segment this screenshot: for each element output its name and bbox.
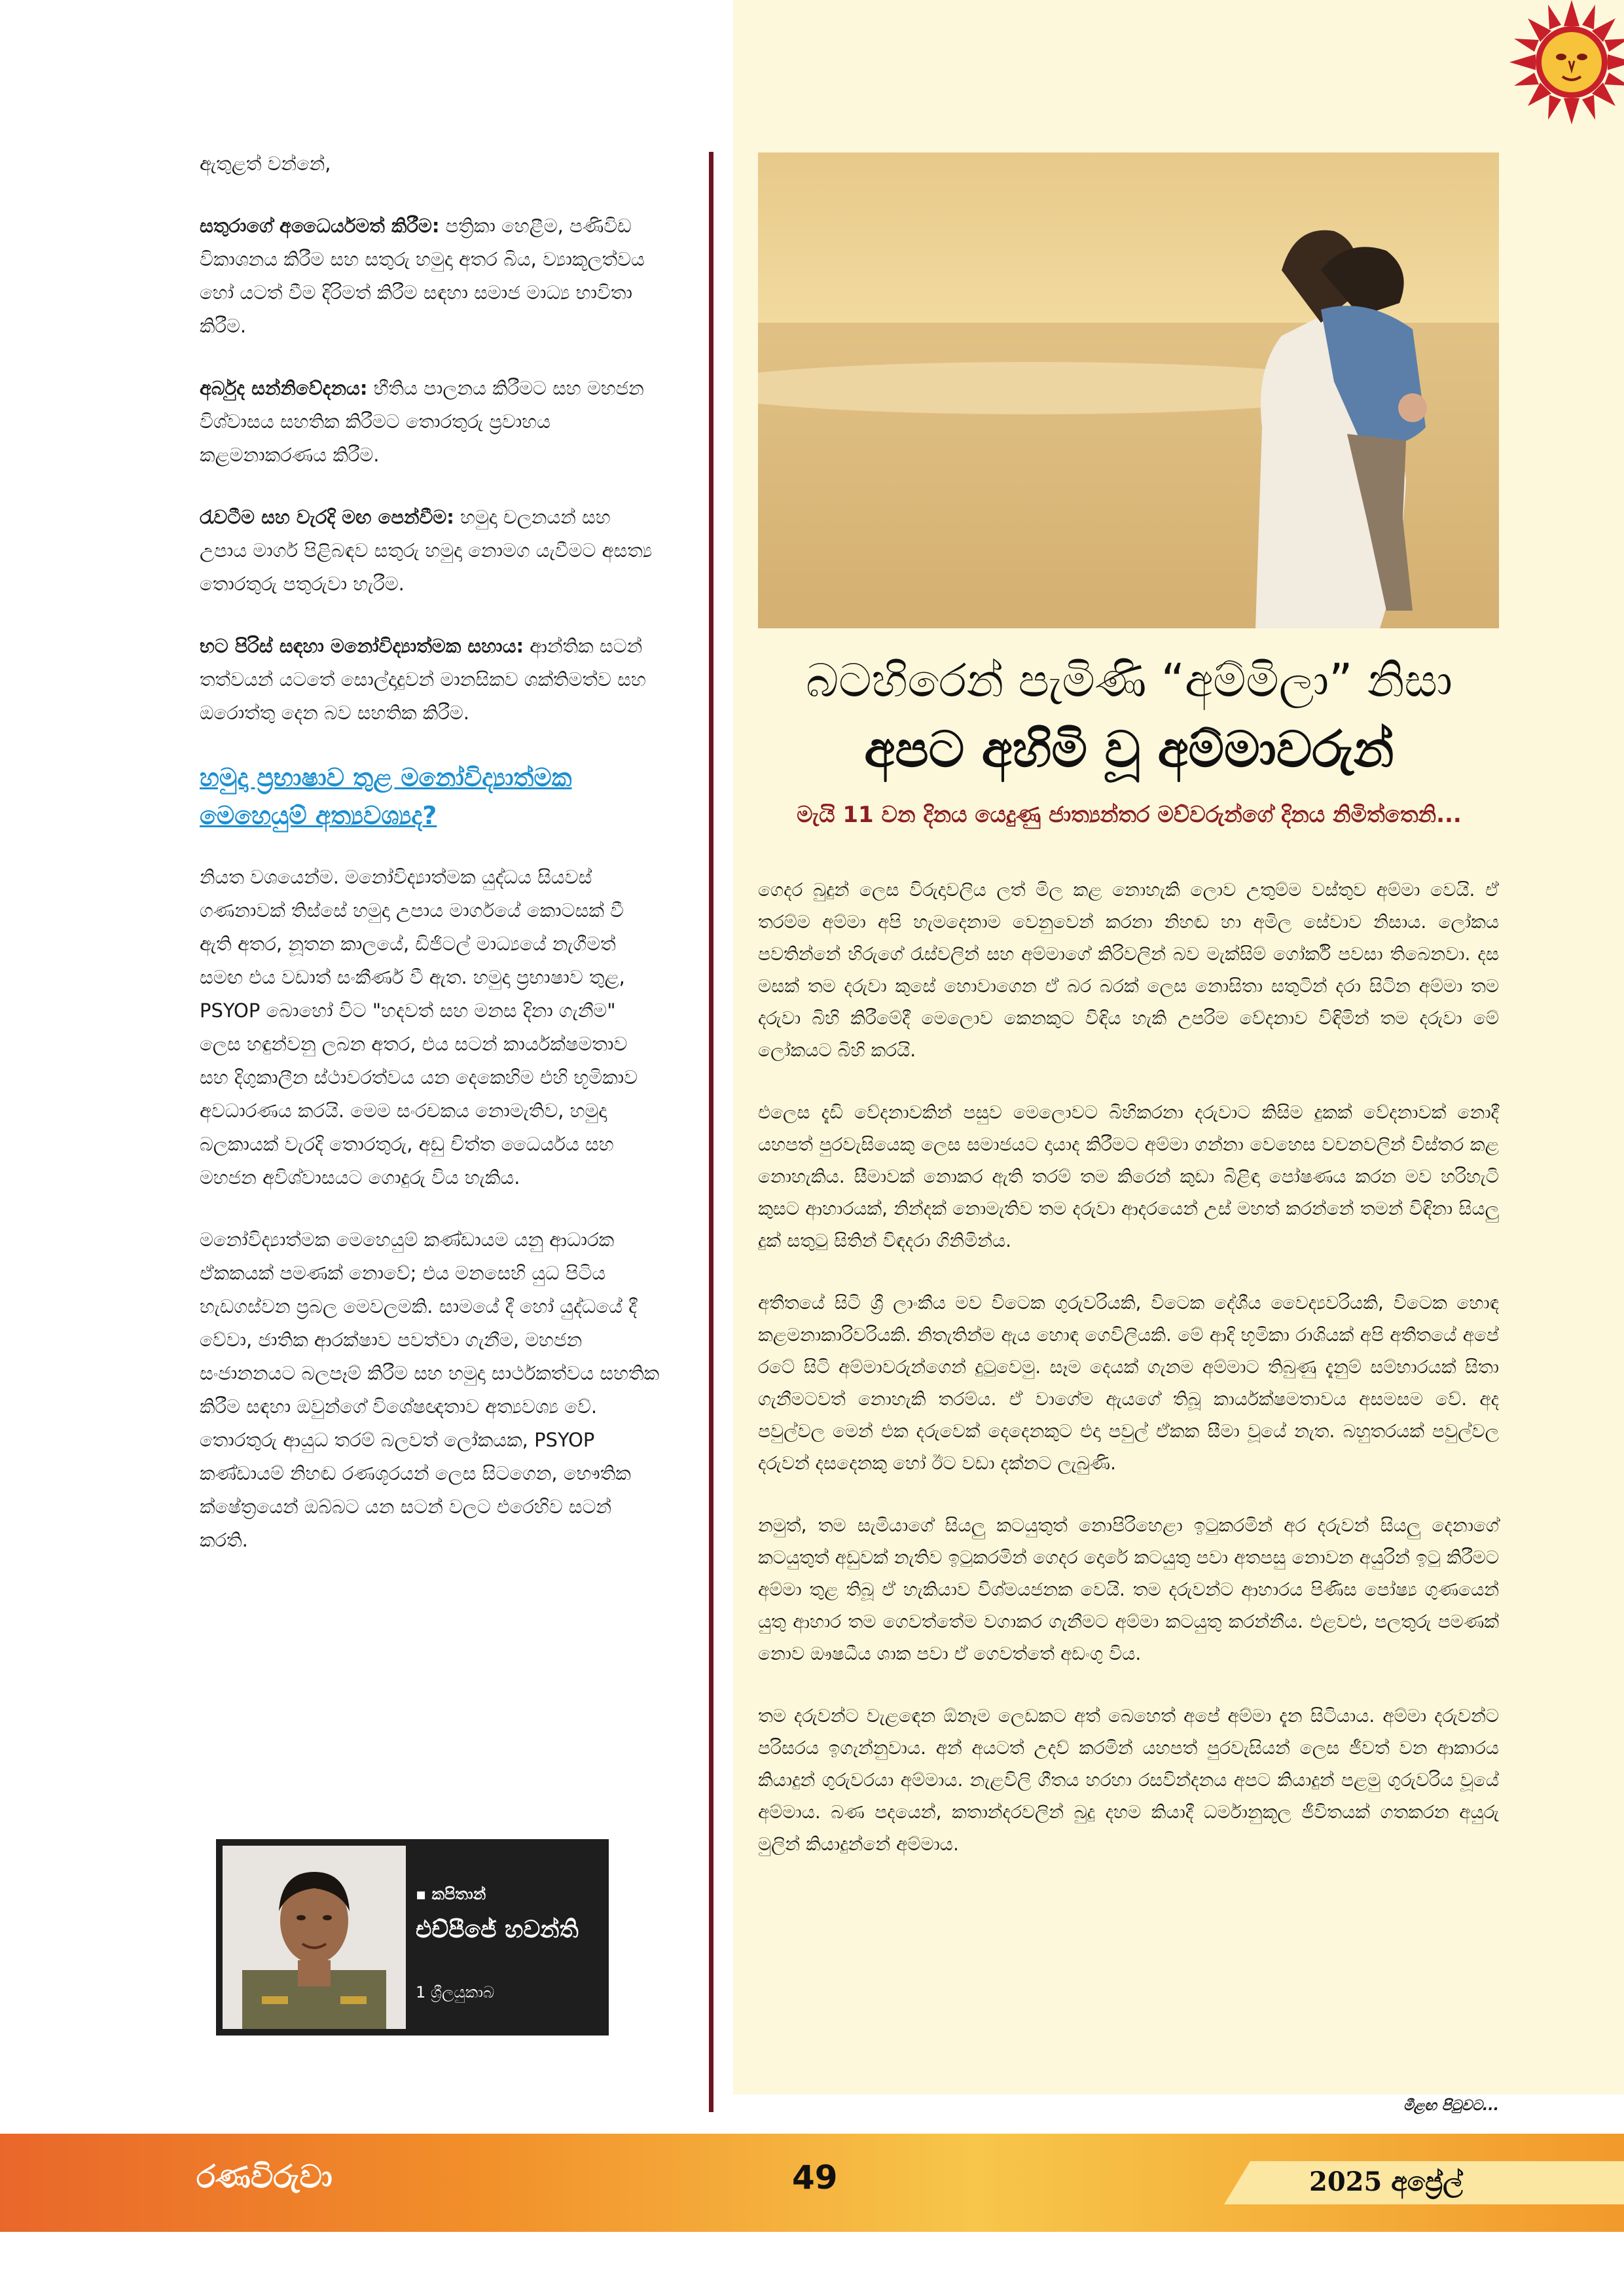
body-paragraph: නියත වශයෙන්ම. මනෝවිද්‍යාත්මක යුද්ධය සියවස් ගණනාවක් තිස්සේ හමුදා උපාය මාර්ගයේ කොටසක් වී ඇති අතර, නූතන කාලයේ, ඩිජිටල් මාධ්‍යයේ නැගීමත් සමඟ එය වඩාත් සංකීර්ණ වී ඇත. හමුදා ප්‍රභාෂාව තුළ, PSYOP බොහෝ විට "හදවත් සහ මනස දිනා ගැනීම" ලෙස හඳුන්වනු ලබන අතර, එය සටන් කාර්යක්ෂමතාව සහ දිගුකාලීන ස්ථාවරත්වය යන දෙකෙහිම එහි භූමිකාව අවධාරණය කරයි. මෙම සංරචකය නොමැතිව, හමුදා බලකායක් වැරදි තොරතුරු, අඩු චිත්ත ධෛර්යය සහ මහජන අවිශ්වාසයට ගොදුරු විය හැකිය.	[200, 866, 638, 1189]
author-name: එච්පීජේ හවන්ති	[416, 1916, 579, 1943]
article-body	[758, 874, 1499, 1890]
list-item	[200, 372, 661, 472]
body-paragraph: ගෙදර බුදුන් ලෙස විරුදාවලිය ලත් මිල කළ නොහැකි ලොව උතුම්ම වස්තුව අම්මා වෙයි. ඒ තරම්ම අම්මා අපි හැමදෙනාම වෙනුවෙන් කරනා නිහඬ හා අමිල සේවාව නිසාය. ලෝකය පවතින්නේ හිරුගේ රැස්වලින් සහ අම්මාගේ කිරිවලින් බව මැක්සිම් ගෝර්කි පවසා තිබෙනවා. දස මසක් තම දරුවා කුසේ හොවාගෙන ඒ බර බරක් ලෙස නොසිතා සතුටින් දරා සිටින අම්මා තම දරුවා බිහි කිරීමේදී මෙලොව කෙනකුට විඳිය හැකි උපරිම වේදනාව විඳිමින් තම දරුවා මේ ලෝකයට බිහි කරයි.	[758, 879, 1499, 1061]
body-paragraph: නමුත්, තම සැමියාගේ සියලු කටයුතුත් නොපිරිහෙළා ඉටුකරමින් අර දරුවන් සියලු දෙනාගේ කටයුතුත් අඩුවක් නැතිව ඉටුකරමින් ගෙදර දොරේ කටයුතු පවා අතපසු නොවන අයුරින් ඉටු කිරීමට අම්මා තුළ තිබූ ඒ හැකියාව විශ්මයජනක වෙයි. තම දරුවන්ට ආහාරය පිණිස පෝෂ්‍ය ගුණයෙන් යුතු ආහාර තම ගෙවත්තේම වගාකර ගැනීමට අම්මා කටයුතු කරන්නීය. එළවළු, පලතුරු පමණක් නොව ඖෂධීය ශාක පවා ඒ ගෙවත්තේ අඩංගු විය.	[758, 1515, 1499, 1664]
page-footer	[0, 2134, 1624, 2232]
column-divider	[709, 152, 713, 2112]
list-item	[200, 209, 661, 343]
sun-emblem-icon	[1493, 0, 1624, 144]
body-paragraph: අතීතයේ සිටි ශ්‍රී ලාංකීය මව විටෙක ගුරුවරියකි, විටෙක දේශීය වෛද්‍යවරියකි, විටෙක හොඳ කළමනාකාරිවරියකි. නිතැතින්ම ඇය හොඳ ගෙවිලියකි. මේ ආදි භූමිකා රාශියක් අපි අතීතයේ අපේ රටේ සිටි අම්මාවරුන්ගෙන් දුටුවෙමු. සෑම දෙයක් ගැනම අම්මාට තිබුණු දැනුම් සම්භාරයක් සිතා ගැනීමටවත් නොහැකි තරම්ය. ඒ වාගේම ඇයගේ තිබූ කාර්යක්ෂමතාවය අසමසම වේ. අද පවුල්වල මෙන් එක දරුවෙක් දෙදෙනකුට එදා පවුල් ඒකක සීමා වූයේ නැත. බහුතරයක් පවුල්වල දරුවන් දසදෙනකු හෝ ඊට වඩා දක්නට ලැබුණි.	[758, 1292, 1499, 1474]
item-text: හමුදා චලනයන් සහ උපාය මාර්ග පිළිබඳව සතුරු හමුදා නොමග යැවීමට අසත්‍ය තොරතුරු පතුරුවා හැරීම.	[200, 506, 653, 595]
page-number: 49	[792, 2159, 838, 2197]
issue-date: 2025 අප්‍රේල්	[1309, 2166, 1463, 2197]
list-item	[200, 501, 661, 601]
item-term: රැවටීම සහ වැරදි මඟ පෙන්වීම:	[200, 506, 454, 528]
item-text: ආන්තික සටන් තත්වයන් යටතේ සොල්දාදුවන් මානසිකව ශක්තිමත්ව සහ ඔරොත්තු දෙන බව සහතික කිරීම.	[200, 635, 646, 724]
item-text: පත්‍රිකා හෙළීම, පණිවිඩ විකාශනය කිරීම සහ සතුරු හමුදා අතර බිය, ව්‍යාකූලත්වය හෝ යටත් වීම දිරිමත් කිරීම සඳහා සමාජ මාධ්‍ය භාවිතා කිරීම.	[200, 215, 645, 337]
author-rank: ▪ කපිතාන්	[416, 1885, 486, 1903]
item-term: භට පිරිස් සඳහා මනෝවිද්‍යාත්මක සහාය:	[200, 635, 524, 657]
body-paragraph: මනෝවිද්‍යාත්මක මෙහෙයුම් කණ්ඩායම යනු ආධාරක ඒකකයක් පමණක් නොවේ; එය මනසෙහි යුධ පිටිය හැඩගස්වන ප්‍රබල මෙවලමකි. සාමයේ දී හෝ යුද්ධයේ දී වේවා, ජාතික ආරක්ෂාව පවත්වා ගැනීම, මහජන සංජානනයට බලපෑම් කිරීම සහ හමුදා සාර්ථකත්වය සහතික කිරීම සඳහා ඔවුන්ගේ විශේෂඥතාව අත්‍යවශ්‍ය වේ. තොරතුරු ආයුධ තරම් බලවත් ලෝකයක, PSYOP කණ්ඩායම් නිහඬ රණශූරයන් ලෙස සිටගෙන, භෞතික ක්ෂේත්‍රයෙන් ඔබ්බට යන සටන් වලට එරෙහිව සටන් කරති.	[200, 1229, 660, 1551]
section-heading: හමුදා ප්‍රභාෂාව තුළ මනෝවිද්‍යාත්මක මෙහෙයුම් අත්‍යවශ්‍යද?	[200, 763, 572, 830]
author-unit: 1 ශ්‍රීලයුකාබ	[416, 1983, 495, 2001]
article-headline	[746, 648, 1512, 785]
author-box	[216, 1839, 609, 2036]
list-item	[200, 630, 661, 730]
magazine-name: රණවිරුවා	[196, 2159, 333, 2195]
body-paragraph: එලෙස දැඩි වේදනාවකින් පසුව මෙලොවට බිහිකරනා දරුවාට කිසිම දුකක් වේදනාවක් නොදී යහපත් පුරවැසියෙකු ලෙස සමාජයට දායාද කිරීමට අම්මා ගන්නා වෙහෙස වචනවලින් විස්තර කළ නොහැකිය. සීමාවක් නොකර ඇති තරම් තම කිරෙන් කුඩා බිළිඳා පෝෂණය කරන මව හරිහැටි කුසට ආහාරයක්, නින්දක් නොමැතිව තම දරුවා ආදරයෙන් උස් මහත් කරන්නේ තමන් විඳිනා සියලු දුක් සතුටු සිතින් විඳදරා ගිනිමින්ය.	[758, 1102, 1499, 1251]
author-photo	[223, 1846, 406, 2029]
item-term: සතුරාගේ අධෛර්යමත් කිරීම:	[200, 215, 440, 237]
headline-line-2: අපට අහිමි වූ අම්මාවරුන්	[864, 720, 1394, 778]
headline-line-1: බටහිරෙන් පැමිණි “අම්මිලා” නිසා	[806, 654, 1453, 708]
item-term: අර්බුද සන්නිවේදනය:	[200, 377, 368, 399]
left-column	[200, 147, 661, 1586]
continued-note: මීළඟ පිටුවට...	[1403, 2098, 1499, 2114]
article-subheading: මැයි 11 වන දිනය යෙදුණු ජාත්‍යන්තර මව්වරුන්ගේ දිනය නිමිත්තෙනි...	[797, 802, 1462, 828]
mother-child-beach-photo	[758, 152, 1499, 628]
item-text: භීතිය පාලනය කිරීමට සහ මහජන විශ්වාසය සහතික කිරීමට තොරතුරු ප්‍රවාහය කළමනාකරණය කිරීම.	[200, 377, 644, 466]
body-paragraph: තම දරුවන්ට වැළඳෙන ඕනෑම ලෙඩකට අත් බෙහෙත් අපේ අම්මා දැන සිටියාය. අම්මා දරුවන්ට පරිසරය ඉගැන්නුවාය. අන් අයටත් උදව් කරමින් යහපත් පුරවැසියන් ලෙස ජීවත් වන ආකාරය කියාදුන් ගුරුවරයා අම්මාය. නැළවිලි ගීතය හරහා රසවින්දනය අපට කියාදුන් පළමු ගුරුවරිය වූයේ අම්මාය. බණ පදයෙන්, කතාන්දරවලින් බුදු දහම කියාදී ධර්මානුකූල ජීවිතයක් ගතකරන අයුරු මුලින් කියාදුන්නේ අම්මාය.	[758, 1705, 1499, 1855]
intro-text: ඇතුළත් වන්නේ,	[200, 152, 331, 175]
